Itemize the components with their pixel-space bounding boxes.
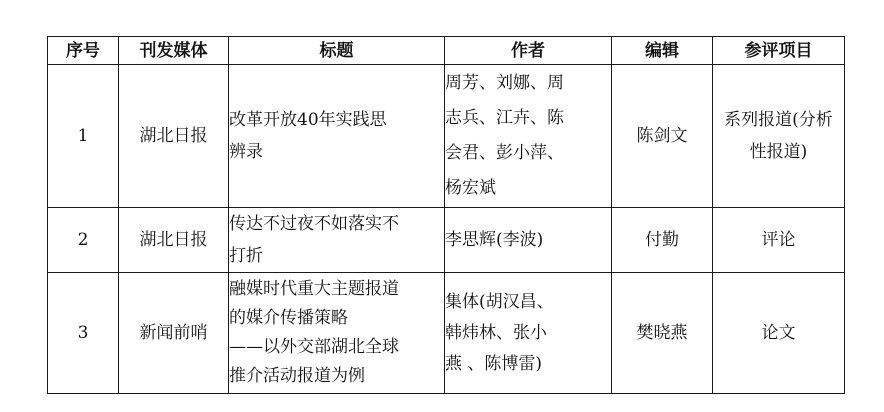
author-line: 会君、彭小萍、 — [445, 143, 564, 163]
cell-editor: 付勤 — [612, 208, 713, 273]
cell-editor: 樊晓燕 — [612, 273, 713, 394]
table-row — [48, 65, 845, 208]
cell-category — [713, 273, 845, 394]
cell-author — [445, 273, 612, 394]
cell-category — [713, 65, 845, 208]
cell-author — [445, 208, 612, 273]
title-line: 推介活动报道为例 — [229, 366, 365, 386]
category-line: 评论 — [761, 230, 796, 250]
author-line: 杨宏斌 — [445, 178, 496, 198]
cell-editor: 陈剑文 — [612, 65, 713, 208]
author-line: 燕 、陈博雷) — [445, 353, 543, 374]
cell-category — [713, 208, 845, 273]
author-line: 集体(胡汉昌、 — [445, 291, 554, 312]
category-line: 系列报道(分析 — [724, 110, 833, 130]
award-table — [47, 36, 845, 394]
header-title: 标题 — [229, 37, 445, 65]
table-row — [48, 273, 845, 394]
table-row — [48, 208, 845, 273]
header-editor: 编辑 — [612, 37, 713, 65]
title-line: 传达不过夜不如落实不 — [229, 214, 399, 234]
category-line: 论文 — [761, 323, 796, 343]
title-line: 辨录 — [229, 142, 263, 162]
cell-media: 新闻前哨 — [119, 273, 229, 394]
title-line: 打折 — [229, 246, 263, 266]
title-line: ——以外交部湖北全球 — [229, 337, 399, 357]
title-line: 改革开放40年实践思 — [229, 110, 387, 130]
table-header-row — [48, 37, 845, 65]
header-author: 作者 — [445, 37, 612, 65]
cell-title — [229, 273, 445, 394]
header-media: 刊发媒体 — [119, 37, 229, 65]
cell-title — [229, 65, 445, 208]
cell-author — [445, 65, 612, 208]
cell-media: 湖北日报 — [119, 65, 229, 208]
cell-serial-number: 1 — [48, 65, 119, 208]
category-line: 性报道) — [749, 142, 808, 162]
header-serial-number: 序号 — [48, 37, 119, 65]
author-line: 志兵、江卉、陈 — [445, 108, 564, 128]
author-line: 周芳、刘娜、周 — [445, 73, 564, 93]
author-line: 韩炜林、张小 — [445, 322, 547, 343]
cell-media: 湖北日报 — [119, 208, 229, 273]
cell-title — [229, 208, 445, 273]
cell-serial-number: 3 — [48, 273, 119, 394]
author-line: 李思辉(李波) — [445, 230, 544, 250]
header-category: 参评项目 — [713, 37, 845, 65]
title-line: 融媒时代重大主题报道 — [229, 279, 399, 299]
title-line: 的媒介传播策略 — [229, 308, 348, 328]
cell-serial-number: 2 — [48, 208, 119, 273]
